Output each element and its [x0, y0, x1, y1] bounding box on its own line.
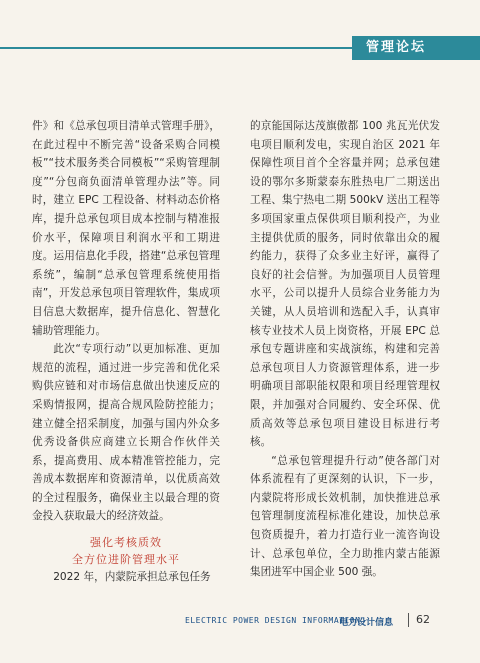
right-paragraph-1: 的京能国际达茂旗傲都 100 兆瓦光伏发电项目顺利发电，实现自治区 2021 年保障性项目首个全容量并网；总承包建设的鄂尔多斯蒙泰东胜热电厂二期送出工程、集宁热电二期 500kV 送出工程等多项国家重点保供项目顺利投产，为业主提供优质的服务，同时依靠出众的履约能力，获得了众多业主好评，赢得了良好的社会信誉。为加强项目人员管理水平，公司以提升人员综合业务能力为关键，从人员培训和选配入手，认真审核专业技术人员上岗资格，开展 EPC 总承包专题讲座和实战演练，构建和完善总承包项目人力资源管理体系，进一步明确项目部职能权限和项目经理管理权限，并加强对合同履约、安全环保、优质高效等总承包项目建设目标进行考核。	[250, 120, 440, 449]
page-number: 62	[416, 613, 430, 626]
subheading-line-1: 强化考核质效	[90, 536, 162, 550]
page-footer	[0, 611, 480, 631]
subheading	[32, 534, 220, 568]
section-header	[0, 36, 480, 60]
left-column	[32, 117, 220, 587]
subheading-line-2: 全方位进阶管理水平	[72, 553, 180, 567]
right-paragraph-2: “总承包管理提升行动”使各部门对体系流程有了更深刻的认识，下一步，内蒙院将形成长效机制，加快推进总承包管理制度流程标准化建设，加快总承包资质提升，着力打造行业一流咨询设计、总承包单位，全力助推内蒙古能源集团进军中国企业 500 强。	[250, 454, 440, 579]
left-paragraph-1: 件》和《总承包项目清单式管理手册》，在此过程中不断完善“设备采购合同模板”“技术服务类合同模板”“采购管理制度”“分包商负面清单管理办法”等。同时，建立 EPC 工程设备、材料动态价格库，提升总承包项目成本控制与精准报价水平，保障项目利润水平和工期进度。运用信息化手段，搭建“总承包管理系统”，编制“总承包管理系统使用指南”，开发总承包项目管理软件，集成项目信息大数据库，提升信息化、智慧化辅助管理能力。	[32, 120, 220, 337]
section-tag: 管理论坛	[352, 36, 480, 60]
footer-divider	[408, 613, 409, 627]
left-paragraph-3: 2022 年，内蒙院承担总承包任务	[53, 571, 211, 584]
magazine-title-en: ELECTRIC POWER DESIGN INFORMATION	[185, 616, 361, 625]
magazine-title-cn: 电力设计信息	[339, 618, 394, 628]
left-paragraph-2: 此次“专项行动”以更加标准、更加规范的流程，通过进一步完善和优化采购供应链和对市场信息做出快速反应的采购情报网，提高合规风险防控能力；建立健全招采制度，加强与国内外众多优秀设备供应商建立长期合作伙伴关系，提高费用、成本精准管控能力，完善成本数据库和资源清单，以优质高效的全过程服务，确保业主以最合理的资金投入获取最大的经济效益。	[32, 343, 220, 523]
right-column	[250, 117, 440, 582]
header-rule	[0, 47, 352, 49]
